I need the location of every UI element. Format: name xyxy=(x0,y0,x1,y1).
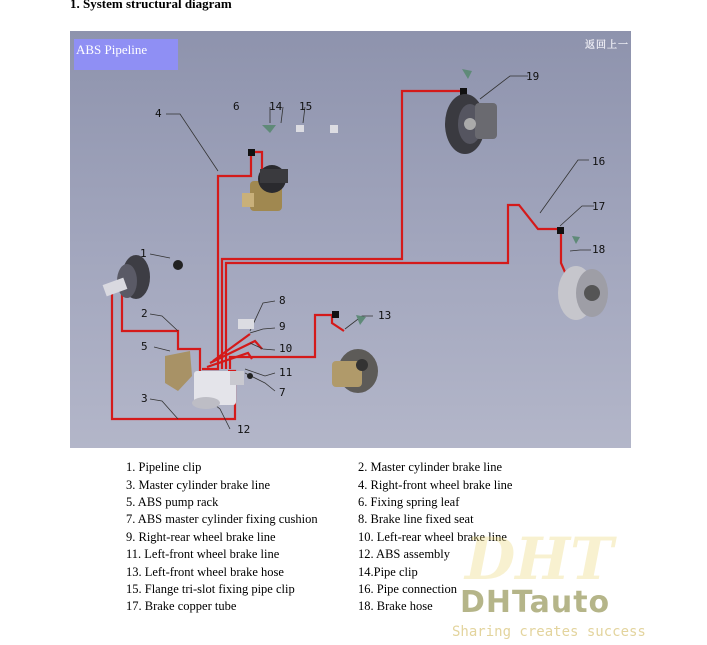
legend-item-3: 3. Master cylinder brake line xyxy=(126,478,271,492)
callout-7: 7 xyxy=(279,386,286,399)
watermark-tagline: Sharing creates success xyxy=(452,624,646,640)
back-button[interactable]: 返回上一 xyxy=(585,40,629,51)
abs-assembly-part xyxy=(192,371,244,409)
legend-item-15: 15. Flange tri-slot fixing pipe clip xyxy=(126,582,295,596)
callout-2: 2 xyxy=(141,307,148,320)
legend-item-17: 17. Brake copper tube xyxy=(126,599,237,613)
callout-11: 11 xyxy=(279,366,293,379)
right-front-hub-part xyxy=(445,94,497,154)
legend-item-1: 1. Pipeline clip xyxy=(126,460,202,474)
legend-item-11: 11. Left-front wheel brake line xyxy=(126,547,280,561)
legend-item-18: 18. Brake hose xyxy=(358,599,433,613)
callout-5: 5 xyxy=(141,340,148,353)
rear-hub-part xyxy=(558,266,608,320)
callout-14: 14 xyxy=(269,100,283,113)
brake-line-right-rear xyxy=(222,91,480,369)
section-heading: 1. System structural diagram xyxy=(70,0,232,11)
callout-19: 19 xyxy=(526,70,540,83)
legend-item-16: 16. Pipe connection xyxy=(358,582,457,596)
watermark-logo: DHTauto xyxy=(460,585,611,620)
abs-pipeline-diagram xyxy=(70,31,631,448)
callout-15: 15 xyxy=(299,100,313,113)
legend-item-13: 13. Left-front wheel brake hose xyxy=(126,565,284,579)
callout-17: 17 xyxy=(592,200,606,213)
parts-legend xyxy=(0,458,707,618)
legend-item-9: 9. Right-rear wheel brake line xyxy=(126,530,276,544)
watermark-big-text: DHT xyxy=(465,525,614,593)
callout-9: 9 xyxy=(279,320,286,333)
callout-8: 8 xyxy=(279,294,286,307)
diagram-title-badge: ABS Pipeline xyxy=(74,39,178,70)
callout-10: 10 xyxy=(279,342,293,355)
legend-item-12: 12. ABS assembly xyxy=(358,547,451,561)
callout-13: 13 xyxy=(378,309,392,322)
pipeline-illustration xyxy=(70,31,631,448)
brake-line-left-rear xyxy=(226,205,570,369)
legend-item-4: 4. Right-front wheel brake line xyxy=(358,478,513,492)
legend-item-10: 10. Left-rear wheel brake line xyxy=(358,530,507,544)
callout-4: 4 xyxy=(155,107,162,120)
legend-item-14: 14.Pipe clip xyxy=(358,565,418,579)
callout-1: 1 xyxy=(140,247,147,260)
pump-rack-part xyxy=(165,351,192,391)
callout-6: 6 xyxy=(233,100,240,113)
legend-item-7: 7. ABS master cylinder fixing cushion xyxy=(126,512,318,526)
callout-18: 18 xyxy=(592,243,606,256)
legend-item-6: 6. Fixing spring leaf xyxy=(358,495,460,509)
brake-booster-part xyxy=(103,255,183,299)
callout-16: 16 xyxy=(592,155,606,168)
callout-12: 12 xyxy=(237,423,251,436)
legend-item-5: 5. ABS pump rack xyxy=(126,495,219,509)
callout-3: 3 xyxy=(141,392,148,405)
legend-item-8: 8. Brake line fixed seat xyxy=(358,512,474,526)
left-front-caliper-part xyxy=(332,349,378,393)
abs-pump-part xyxy=(242,165,288,211)
legend-item-2: 2. Master cylinder brake line xyxy=(358,460,503,474)
